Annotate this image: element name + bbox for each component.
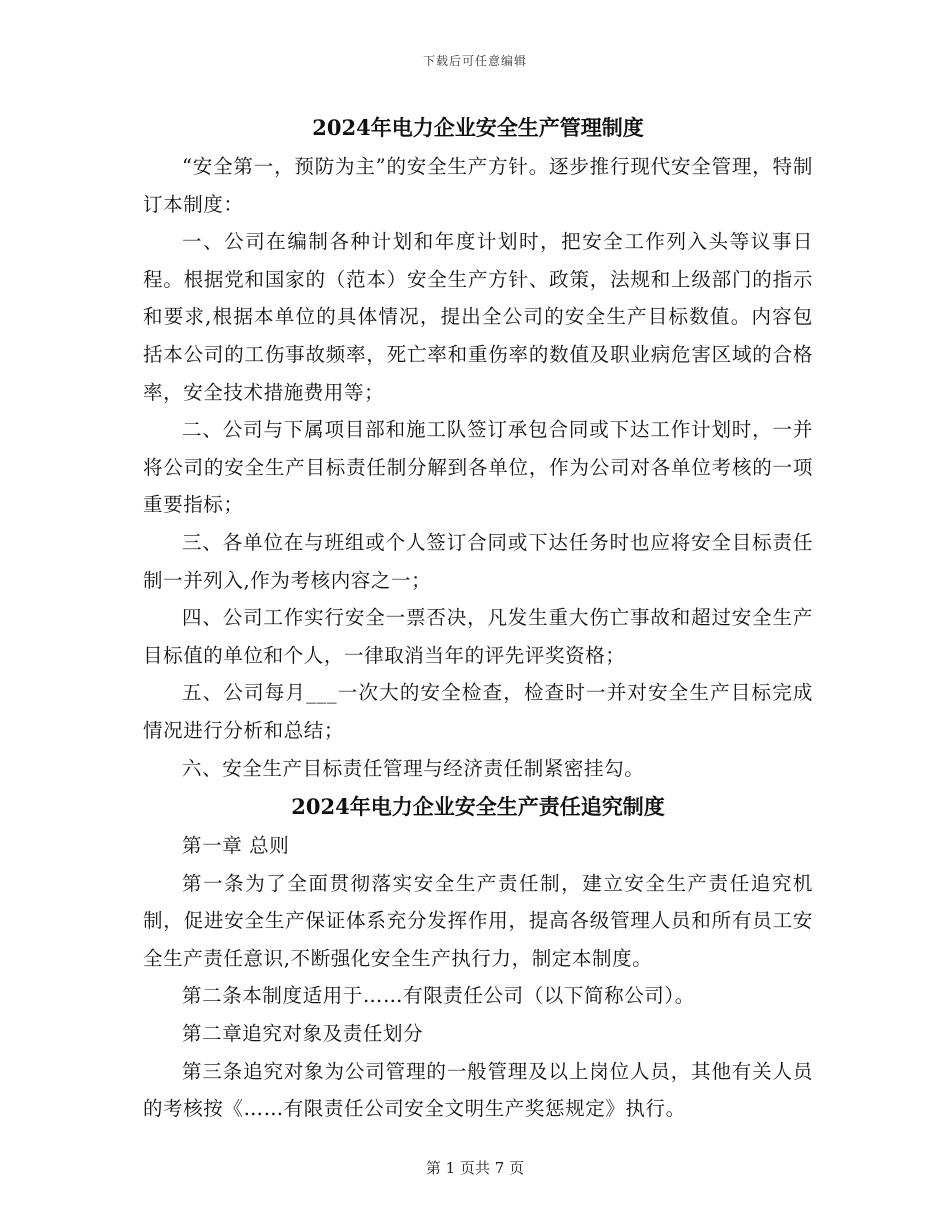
chapter-heading: 第二章追究对象及责任划分 (182, 1022, 424, 1046)
paragraph: 一、公司在编制各种计划和年度计划时，把安全工作列入头等议事日程。根据党和国家的（范本）安全生产方针、政策，法规和上级部门的指示和要求,根据本单位的具体情况，提出全公司的安全生产目标数值。内容包括本公司的工伤事故频率，死亡率和重伤率的数值及职业病危害区域的合格率，安全技术措施费用等； (143, 230, 813, 404)
paragraph: 第三条追究对象为公司管理的一般管理及以上岗位人员，其他有关人员的考核按《……有限责任公司安全文明生产奖惩规定》执行。 (143, 1059, 813, 1121)
document-title-2: 2024年电力企业安全生产责任追究制度 (291, 794, 665, 820)
paragraph: 第二条本制度适用于……有限责任公司（以下简称公司）。 (182, 984, 695, 1008)
paragraph: 五、公司每月___一次大的安全检查，检查时一并对安全生产目标完成情况进行分析和总结； (143, 681, 813, 742)
paragraph: “安全第一，预防为主”的安全生产方针。逐步推行现代安全管理，特制订本制度： (143, 155, 813, 216)
paragraph: 四、公司工作实行安全一票否决，凡发生重大伤亡事故和超过安全生产目标值的单位和个人，一律取消当年的评先评奖资格； (143, 606, 813, 667)
paragraph: 二、公司与下属项目部和施工队签订承包合同或下达工作计划时，一并将公司的安全生产目标责任制分解到各单位，作为公司对各单位考核的一项重要指标； (143, 418, 813, 517)
document-body (143, 108, 813, 1128)
paragraph: 六、安全生产目标责任管理与经济责任制紧密挂勾。 (182, 756, 645, 780)
paragraph: 第一条为了全面贯彻落实安全生产责任制，建立安全生产责任追究机制，促进安全生产保证体系充分发挥作用，提高各级管理人员和所有员工安全生产责任意识,不断强化安全生产执行力，制定本制度。 (143, 871, 813, 970)
chapter-heading: 第一章 总则 (182, 834, 290, 858)
page-number-footer: 第 1 页共 7 页 (425, 1159, 525, 1177)
paragraph: 三、各单位在与班组或个人签订合同或下达任务时也应将安全目标责任制一并列入,作为考核内容之一； (143, 530, 813, 592)
page-header-note: 下载后可任意编辑 (422, 54, 527, 68)
document-title-1: 2024年电力企业安全生产管理制度 (312, 115, 644, 140)
